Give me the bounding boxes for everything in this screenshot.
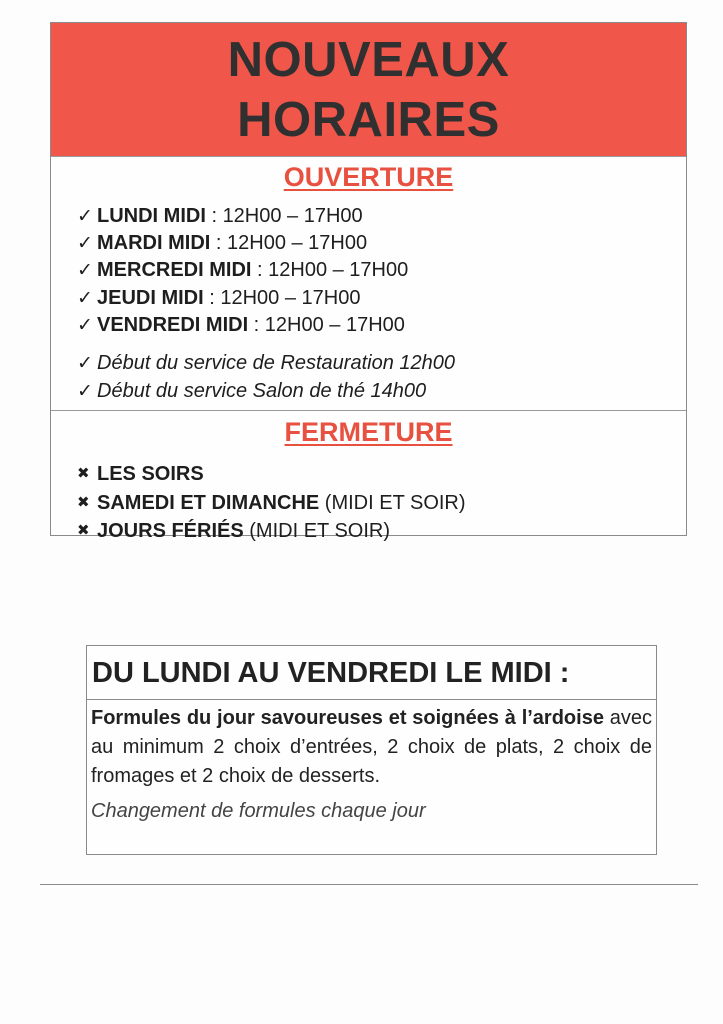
closing-label: JOURS FÉRIÉS — [97, 520, 244, 543]
opening-days-list — [51, 203, 686, 339]
closing-list — [51, 460, 686, 546]
cross-icon: ✖ — [77, 493, 90, 511]
check-icon: ✓ — [77, 206, 93, 227]
separator: : — [205, 205, 223, 227]
section-divider — [51, 410, 686, 411]
day-label: VENDREDI MIDI — [97, 313, 249, 336]
formules-panel — [86, 645, 657, 855]
closing-label: LES SOIRS — [97, 463, 204, 486]
service-text: Début du service de Restauration 12h00 — [97, 352, 456, 375]
ouverture-heading: OUVERTURE — [283, 162, 454, 192]
closing-label: SAMEDI ET DIMANCHE — [97, 491, 320, 514]
formules-bold-text: Formules du jour savoureuses et soignées à l’ardoise — [91, 707, 604, 729]
list-item — [77, 489, 686, 518]
list-item — [77, 460, 686, 489]
list-item — [77, 350, 686, 378]
check-icon: ✓ — [77, 380, 93, 402]
service-start-list — [51, 350, 686, 405]
day-label: MERCREDI MIDI — [97, 259, 252, 282]
check-icon: ✓ — [77, 287, 93, 309]
list-item — [77, 203, 686, 230]
closing-extra: (MIDI ET SOIR) — [243, 520, 391, 543]
hours-value: 12H00 – 17H00 — [227, 232, 368, 255]
list-item — [77, 230, 686, 257]
closing-extra: (MIDI ET SOIR) — [319, 491, 466, 514]
check-icon: ✓ — [77, 233, 93, 255]
separator: : — [203, 286, 221, 309]
page-title-line-2: HORAIRES — [237, 92, 500, 147]
list-item — [77, 257, 686, 284]
hours-value: 12H00 – 17H00 — [268, 259, 409, 282]
separator: : — [251, 259, 269, 282]
page-title-line-1: NOUVEAUX — [227, 32, 510, 87]
day-label: LUNDI MIDI — [97, 205, 206, 227]
day-label: MARDI MIDI — [97, 232, 211, 255]
formules-note: Changement de formules chaque jour — [91, 800, 426, 822]
hours-value: 12H00 – 17H00 — [220, 286, 361, 309]
check-icon: ✓ — [77, 314, 93, 336]
day-label: JEUDI MIDI — [97, 286, 204, 309]
separator: : — [248, 313, 265, 336]
list-item — [77, 517, 686, 546]
service-text: Début du service Salon de thé 14h00 — [97, 379, 427, 402]
list-item — [77, 285, 686, 312]
fermeture-heading: FERMETURE — [284, 417, 453, 448]
cross-icon: ✖ — [77, 522, 90, 540]
formules-text: avec au minimum 2 choix d’entrées, 2 choix de plats, 2 choix de fromages et 2 choix de desserts. — [91, 707, 652, 787]
separator: : — [210, 232, 227, 255]
hours-value: 12H00 – 17H00 — [222, 205, 363, 227]
formules-heading: DU LUNDI AU VENDREDI LE MIDI : — [87, 646, 656, 700]
list-item — [77, 312, 686, 339]
formules-description — [87, 700, 656, 791]
opening-hours-panel — [50, 22, 687, 543]
check-icon: ✓ — [77, 260, 93, 282]
cross-icon: ✖ — [77, 465, 90, 483]
bottom-divider — [40, 884, 698, 885]
list-item — [77, 378, 686, 406]
check-icon: ✓ — [77, 353, 93, 375]
title-banner — [51, 23, 686, 157]
hours-value: 12H00 – 17H00 — [264, 313, 405, 336]
